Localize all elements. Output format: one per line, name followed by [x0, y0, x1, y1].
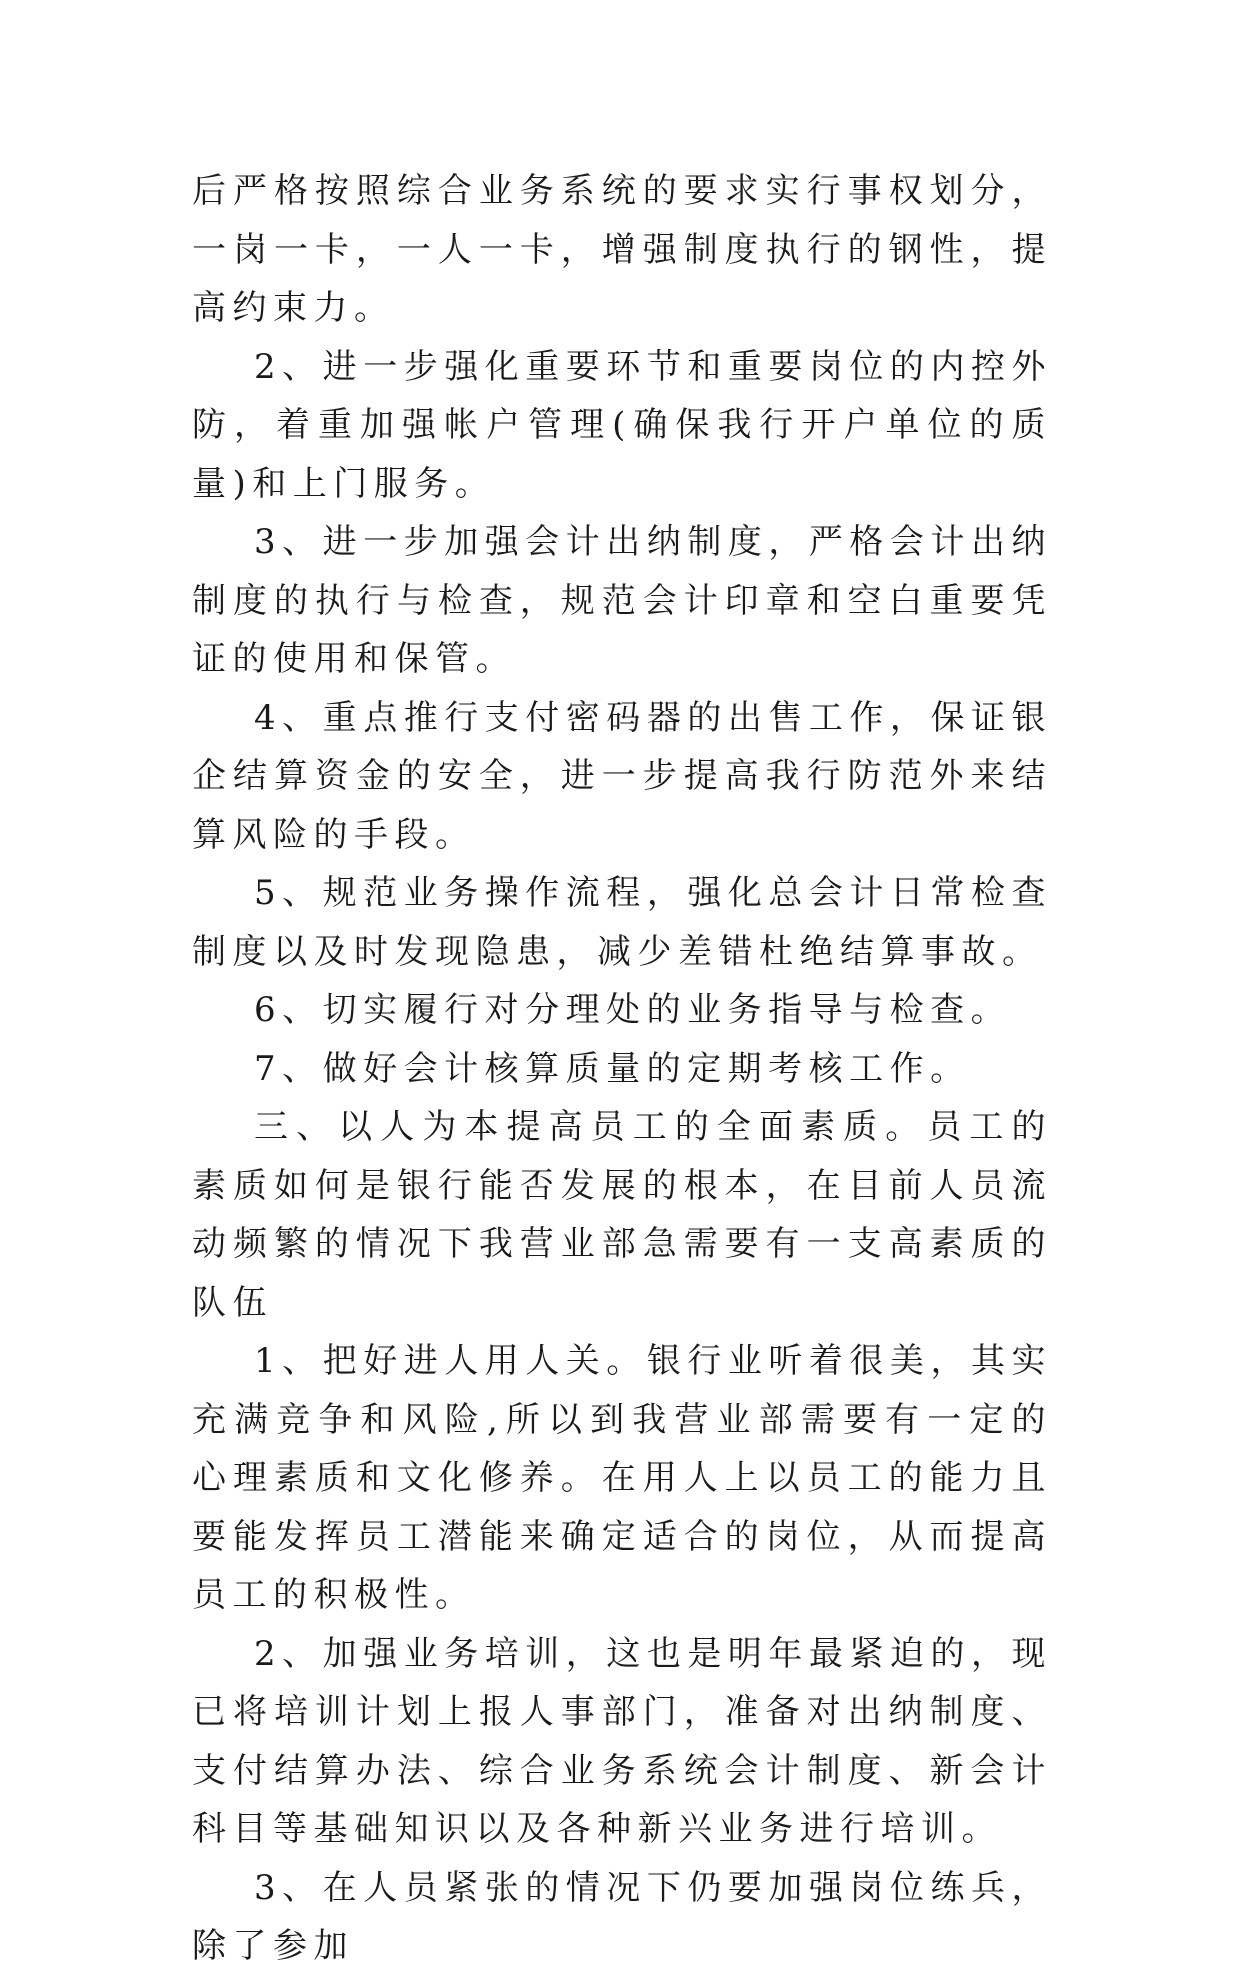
paragraph: 3、在人员紧张的情况下仍要加强岗位练兵，除了参加: [192, 1867, 1052, 1966]
paragraph: 6、切实履行对分理处的业务指导与检查。: [254, 990, 1012, 1030]
paragraph: 4、重点推行支付密码器的出售工作，保证银企结算资金的安全，进一步提高我行防范外来结算风险的手段。: [192, 697, 1052, 855]
paragraph: 7、做好会计核算质量的定期考核工作。: [254, 1048, 971, 1089]
paragraph: 后严格按照综合业务系统的要求实行事权划分，一岗一卡，一人一卡，增强制度执行的钢性，提高约束力。: [192, 171, 1052, 328]
paragraph: 三、以人为本提高员工的全面素质。员工的素质如何是银行能否发展的根本，在目前人员流动频繁的情况下我营业部急需要有一支高素质的队伍: [192, 1107, 1052, 1323]
document-body: [192, 162, 1052, 1976]
paragraph: 1、把好进人用人关。银行业听着很美，其实充满竞争和风险,所以到我营业部需要有一定的心理素质和文化修养。在用人上以员工的能力且要能发挥员工潜能来确定适合的岗位，从而提高员工的积极性。: [192, 1341, 1052, 1615]
paragraph: 2、进一步强化重要环节和重要岗位的内控外防，着重加强帐户管理(确保我行开户单位的质量)和上门服务。: [192, 346, 1052, 504]
paragraph: 2、加强业务培训，这也是明年最紧迫的，现已将培训计划上报人事部门，准备对出纳制度、支付结算办法、综合业务系统会计制度、新会计科目等基础知识以及各种新兴业务进行培训。: [192, 1633, 1052, 1849]
paragraph: 3、进一步加强会计出纳制度，严格会计出纳制度的执行与检查，规范会计印章和空白重要凭证的使用和保管。: [192, 522, 1052, 679]
paragraph: 5、规范业务操作流程，强化总会计日常检查制度以及时发现隐患，减少差错杜绝结算事故。: [192, 873, 1052, 972]
